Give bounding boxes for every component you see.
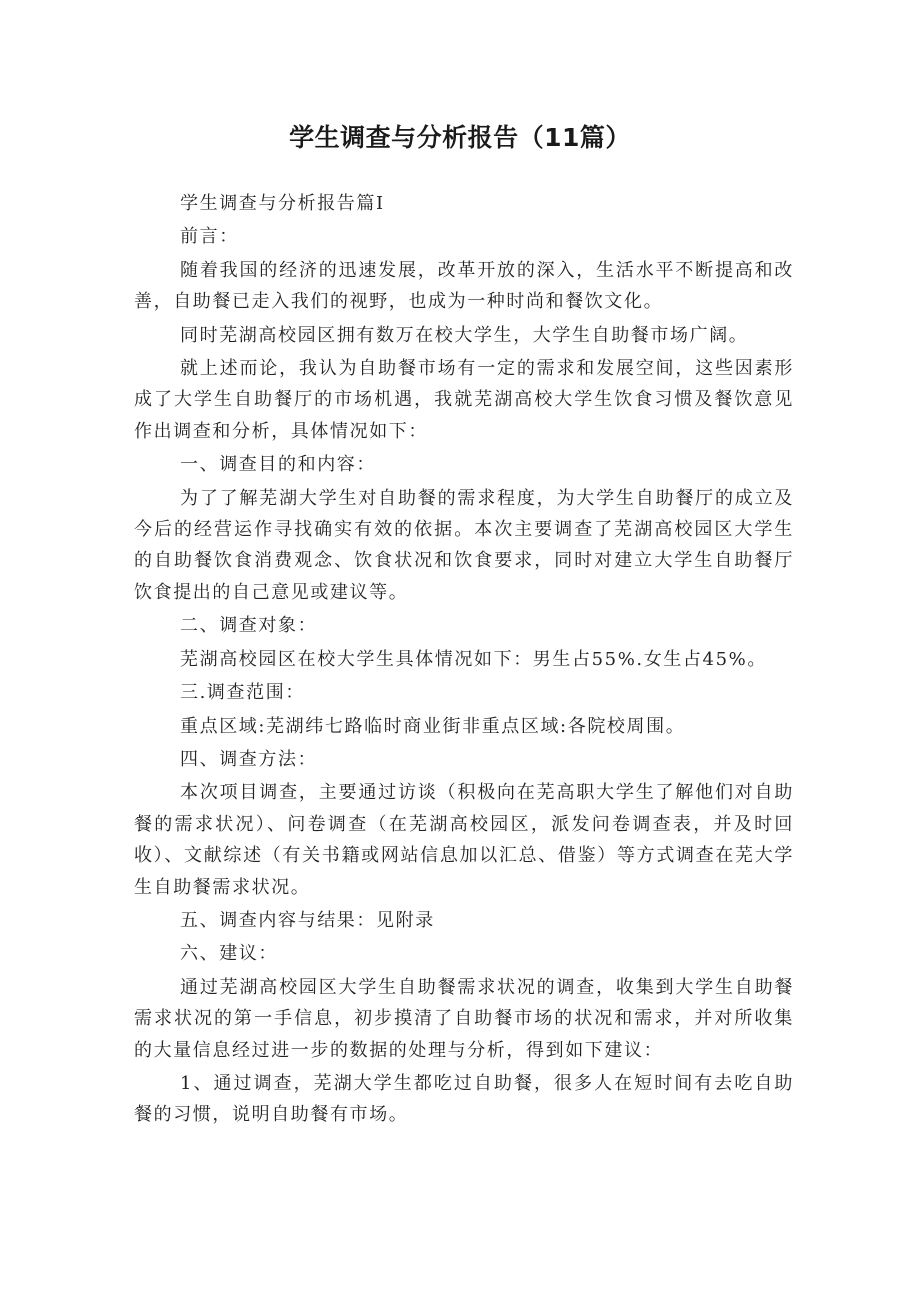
paragraph: 就上述而论，我认为自助餐市场有一定的需求和发展空间，这些因素形成了大学生自助餐厅的市场机遇，我就芜湖高校大学生饮食习惯及餐饮意见作出调查和分析，具体情况如下： [134,358,794,442]
paragraph: 通过芜湖高校园区大学生自助餐需求状况的调查，收集到大学生自助餐需求状况的第一手信息，初步摸清了自助餐市场的状况和需求，并对所收集的大量信息经过进一步的数据的处理与分析，得到如下建议： [134,976,794,1061]
paragraph: 本次项目调查，主要通过访谈（积极向在芜高职大学生了解他们对自助餐的需求状况）、问卷调查（在芜湖高校园区，派发问卷调查表，并及时回收）、文献综述（有关书籍或网站信息加以汇总、借鉴）等方式调查在芜大学生自助餐需求状况。 [134,782,794,898]
section-heading: 五、调查内容与结果：见附录 [180,909,435,931]
paragraph: 重点区域:芜湖纬七路临时商业街非重点区域:各院校周围。 [180,715,686,737]
section-heading: 一、调查目的和内容： [180,454,376,476]
section-heading: 二、调查对象： [180,615,318,637]
paragraph: 芜湖高校园区在校大学生具体情况如下：男生占55%.女生占45%。 [180,648,767,670]
paragraph: 为了了解芜湖大学生对自助餐的需求程度，为大学生自助餐厅的成立及今后的经营运作寻找确实有效的依据。本次主要调查了芜湖高校园区大学生的自助餐饮食消费观念、饮食状况和饮食要求，同时对建立大学生自助餐厅饮食提出的自己意见或建议等。 [134,487,794,603]
preface-heading: 前言： [180,226,239,248]
paragraph: 1、通过调查，芜湖大学生都吃过自助餐，很多人在短时间有去吃自助餐的习惯，说明自助餐有市场。 [134,1072,794,1126]
paragraph: 随着我国的经济的迅速发展，改革开放的深入，生活水平不断提高和改善，自助餐已走入我们的视野，也成为一种时尚和餐饮文化。 [134,259,794,313]
document-title: 学生调查与分析报告（11篇） [289,123,631,152]
paragraph: 同时芜湖高校园区拥有数万在校大学生，大学生自助餐市场广阔。 [180,324,749,346]
section-heading: 四、调查方法： [180,748,318,770]
section-heading: 学生调查与分析报告篇I [180,193,385,214]
section-heading: 三.调查范围： [180,682,305,704]
document-body [134,188,794,1133]
section-heading: 六、建议： [180,943,278,965]
